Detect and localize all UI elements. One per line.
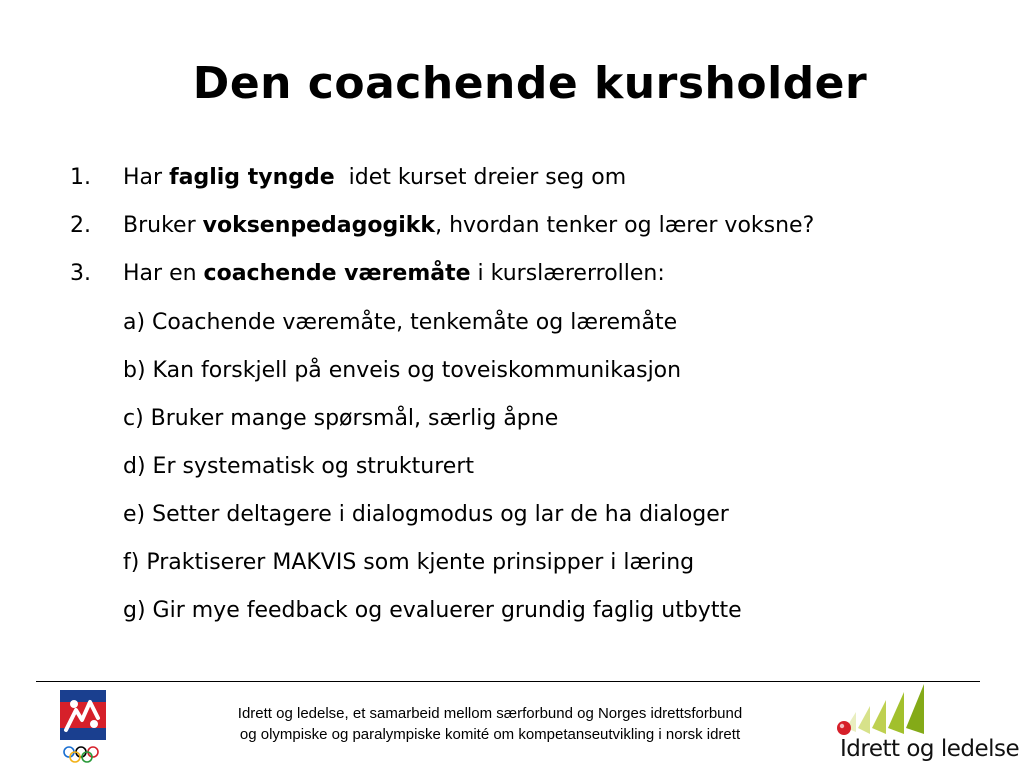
sub-item-c: c) Bruker mange spørsmål, særlig åpne	[123, 406, 559, 431]
sub-item-g: g) Gir mye feedback og evaluerer grundig faglig utbytte	[123, 598, 742, 623]
list-text: Har faglig tyngde idet kurset dreier seg om	[123, 165, 627, 190]
sub-list	[70, 305, 1010, 641]
olympic-logo-icon	[58, 690, 108, 765]
sub-item-d: d) Er systematisk og strukturert	[123, 454, 475, 479]
sub-item-b: b) Kan forskjell på enveis og toveiskommunikasjon	[123, 358, 682, 383]
sub-item-e: e) Setter deltagere i dialogmodus og lar de ha dialoger	[123, 502, 729, 527]
footer-line-1: Idrett og ledelse, et samarbeid mellom særforbund og Norges idrettsforbund	[237, 705, 743, 722]
list-text: Bruker voksenpedagogikk, hvordan tenker og lærer voksne?	[123, 213, 815, 238]
footer-text	[120, 703, 860, 745]
list-number: 2.	[70, 213, 91, 238]
sub-item-f: f) Praktiserer MAKVIS som kjente prinsipper i læring	[123, 550, 695, 575]
list-item	[70, 208, 1010, 256]
emphasis: faglig tyngde	[169, 165, 335, 190]
list-item	[70, 256, 1010, 304]
brand-name: Idrett og ledelse	[840, 736, 1020, 762]
brand-logo	[832, 684, 1020, 768]
list-number: 1.	[70, 165, 91, 190]
footer-divider	[36, 681, 980, 682]
emphasis: coachende væremåte	[203, 261, 471, 286]
emphasis: voksenpedagogikk	[202, 213, 436, 238]
list-text: Har en coachende væremåte i kurslærerrollen:	[123, 261, 665, 286]
list-item	[70, 160, 1010, 208]
main-list	[70, 160, 1010, 641]
sub-item-a: a) Coachende væremåte, tenkemåte og læremåte	[123, 310, 678, 335]
brand-graphic-icon	[832, 684, 1002, 740]
list-number: 3.	[70, 261, 91, 286]
slide-title: Den coachende kursholder	[192, 58, 868, 109]
federation-logo	[58, 690, 108, 765]
footer-line-2: og olympiske og paralympiske komité om kompetanseutvikling i norsk idrett	[239, 726, 741, 743]
